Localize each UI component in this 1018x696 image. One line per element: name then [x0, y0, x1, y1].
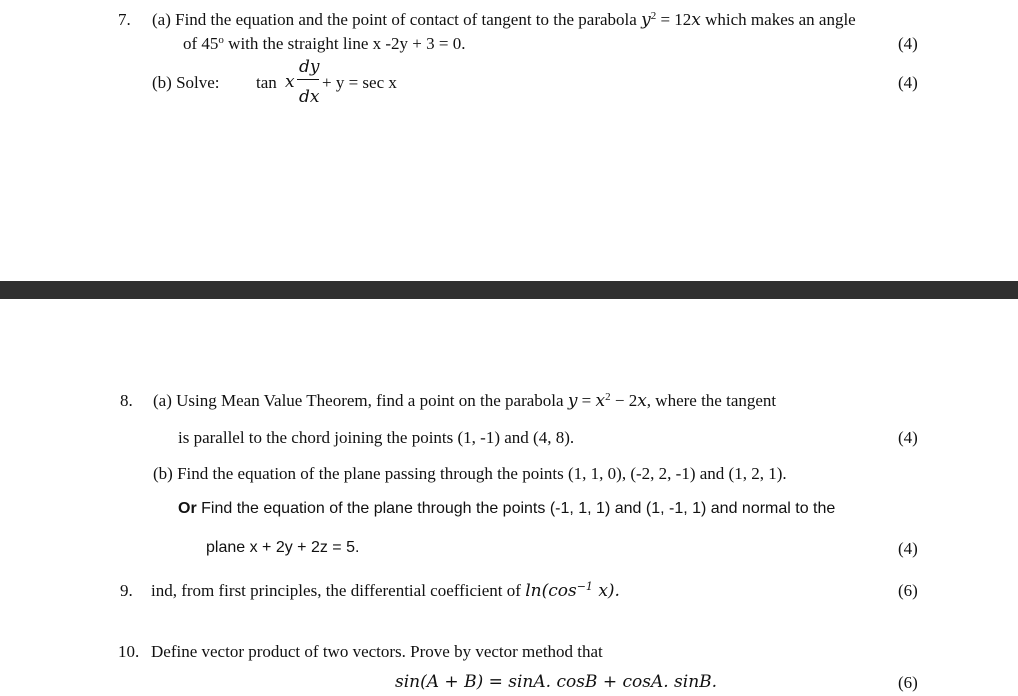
- q8-b-text: (b) Find the equation of the plane passing through the points (1, 1, 0), (-2, 2, -1) and (1, 2, 1).: [153, 464, 787, 483]
- q8-a-var-x2: x: [637, 391, 647, 411]
- q7-a-marks: (4): [898, 34, 918, 53]
- q10-formula: sin(A + B) = sinA. cosB + cosA. sinB.: [395, 672, 718, 692]
- q7-a-var-x: x: [691, 10, 701, 30]
- q7-a-degree: o: [218, 34, 224, 46]
- q8-or-line2: plane x + 2y + 2z = 5.: [206, 539, 360, 556]
- q7-b-marks: (4): [898, 73, 918, 92]
- q8-a-text: (a) Using Mean Value Theorem, find a point on the parabola: [153, 391, 564, 410]
- q9-text: ind, from first principles, the differential coefficient of: [151, 581, 521, 600]
- q7-a-eq: = 12: [656, 10, 692, 29]
- q9-line: [151, 582, 620, 600]
- q9-number: 9.: [120, 581, 133, 600]
- q7-b-label: (b) Solve:: [152, 73, 220, 92]
- q8-a-var-y: y: [567, 391, 578, 411]
- q7-a-text: (a) Find the equation and the point of contact of tangent to the parabola: [152, 10, 637, 29]
- q9-math-sup: −1: [576, 580, 593, 593]
- q9-marks: (6): [898, 581, 918, 600]
- q8-or-text: Find the equation of the plane through the points (-1, 1, 1) and (1, -1, 1) and normal to the: [196, 500, 836, 517]
- q8-a-tail: , where the tangent: [646, 391, 777, 410]
- q7-b-dy: dy: [299, 57, 320, 77]
- q7-a-square: 2: [650, 10, 657, 22]
- q8-a-line2: is parallel to the chord joining the points (1, -1) and (4, 8).: [178, 428, 575, 447]
- q7-b-var-x: x: [285, 72, 295, 92]
- q8-or-line1: [178, 501, 835, 517]
- q9-math-pre: ln(cos: [525, 581, 577, 601]
- q7-part-a-line2: [183, 35, 465, 52]
- q7-a-line2-post: with the straight line x -2y + 3 = 0.: [223, 34, 466, 53]
- q8-a-marks: (4): [898, 428, 918, 447]
- q8-a-var-x: x: [595, 391, 606, 411]
- q7-b-rest: + y = sec x: [322, 73, 397, 92]
- q7-b-dx: dx: [299, 87, 320, 107]
- q10-number: 10.: [118, 642, 140, 661]
- q10-marks: (6): [898, 673, 918, 692]
- q8-a-square: 2: [605, 391, 611, 403]
- q7-b-fraction-bar: [297, 79, 319, 80]
- q7-number: 7.: [118, 10, 131, 29]
- q8-part-a-line1: [153, 392, 776, 410]
- q8-a-minus: − 2: [610, 391, 638, 410]
- q8-or-label: Or: [178, 500, 197, 517]
- q7-b-tan: tan: [256, 73, 277, 92]
- q7-a-var-y: y: [641, 10, 651, 30]
- q7-part-a-line1: [152, 11, 856, 29]
- q8-a-eq: =: [577, 391, 596, 410]
- page-divider: [0, 281, 1018, 299]
- q7-a-tail: which makes an angle: [700, 10, 856, 29]
- q8-b-marks: (4): [898, 539, 918, 558]
- q10-text: Define vector product of two vectors. Prove by vector method that: [151, 642, 603, 661]
- q8-number: 8.: [120, 391, 133, 410]
- q9-math-post: x).: [592, 581, 620, 601]
- q7-a-line2-pre: of 45: [183, 34, 219, 53]
